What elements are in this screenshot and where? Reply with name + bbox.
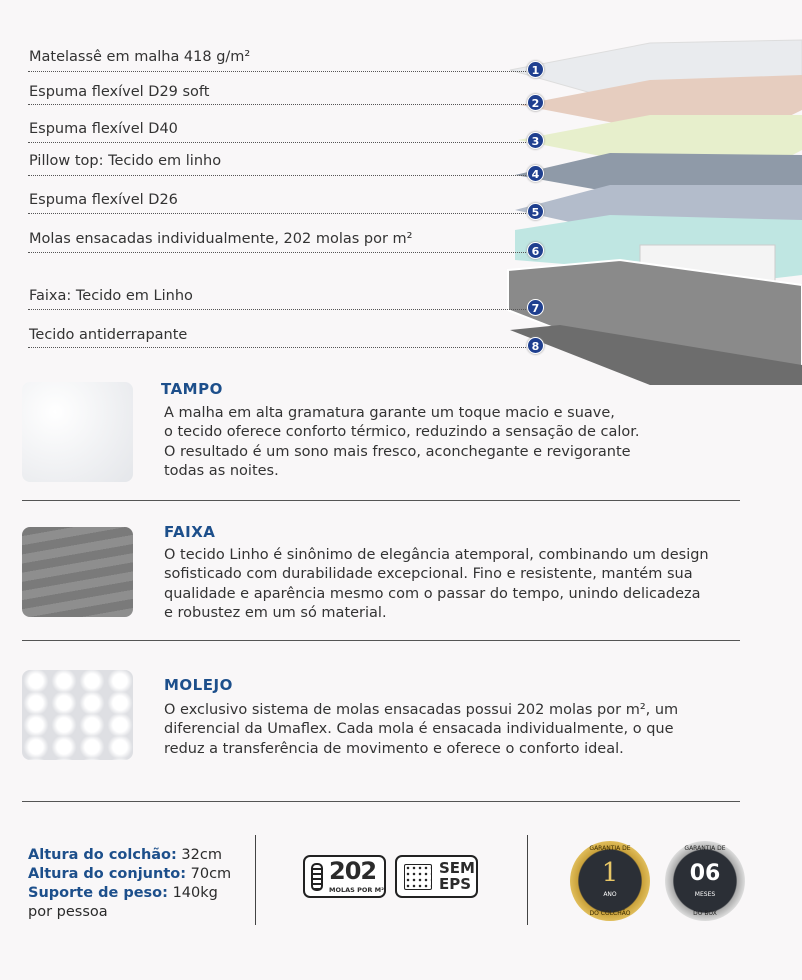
layer-number-badge: 2 xyxy=(527,94,544,111)
leader-line xyxy=(28,175,528,176)
layer-label: Matelassê em malha 418 g/m² xyxy=(29,49,251,65)
leader-line xyxy=(28,104,528,105)
layer-label: Pillow top: Tecido em linho xyxy=(29,153,222,169)
divider xyxy=(22,640,740,641)
leader-line xyxy=(28,309,528,310)
text-line: qualidade e aparência mesmo com o passar do tempo, unindo delicadeza xyxy=(164,585,701,602)
seal-value: 06 xyxy=(689,861,721,886)
mattress-layers-illustration xyxy=(500,35,802,385)
text-line: sofisticado com durabilidade excepcional. Fino e resistente, mantém sua xyxy=(164,566,693,583)
text-line: todas as noites. xyxy=(164,462,279,479)
tampo-fabric-image xyxy=(22,382,133,482)
layer-number-badge: 3 xyxy=(527,132,544,149)
leader-line xyxy=(28,213,528,214)
spec-value: 70cm xyxy=(190,866,232,882)
spec-label: Suporte de peso: xyxy=(28,885,168,901)
layer-label: Faixa: Tecido em Linho xyxy=(29,288,193,304)
section-title: MOLEJO xyxy=(164,676,233,694)
text-line: o tecido oferece conforto térmico, reduzindo a sensação de calor. xyxy=(164,424,640,441)
leader-line xyxy=(28,252,528,253)
layer-label: Molas ensacadas individualmente, 202 molas por m² xyxy=(29,231,413,247)
text-line: reduz a transferência de movimento e oferece o conforto ideal. xyxy=(164,740,624,757)
layer-number-badge: 6 xyxy=(527,242,544,259)
text-line: diferencial da Umaflex. Cada mola é ensacada individualmente, o que xyxy=(164,721,674,738)
section-description xyxy=(164,546,709,623)
text-line: e robustez em um só material. xyxy=(164,604,387,621)
spec-weight-support xyxy=(28,884,218,903)
eps-line2: EPS xyxy=(439,875,472,893)
spec-value: 140kg xyxy=(172,885,218,901)
spec-set-height xyxy=(28,865,231,884)
spec-label: Altura do colchão: xyxy=(28,847,177,863)
seal-unit: MESES xyxy=(694,891,716,898)
spec-mattress-height xyxy=(28,846,222,865)
spec-label: Altura do conjunto: xyxy=(28,866,187,882)
layer-label: Espuma flexível D29 soft xyxy=(29,84,210,100)
layer-number-badge: 5 xyxy=(527,203,544,220)
layer-label: Espuma flexível D26 xyxy=(29,192,178,208)
seal-bottom-text: DO COLCHÃO xyxy=(589,910,631,917)
molejo-springs-image xyxy=(22,670,133,760)
layer-number-badge: 1 xyxy=(527,61,544,78)
spring-icon xyxy=(311,863,323,891)
text-line: O tecido Linho é sinônimo de elegância atemporal, combinando um design xyxy=(164,547,709,563)
vertical-divider xyxy=(527,835,528,925)
text-line: O resultado é um sono mais fresco, aconchegante e revigorante xyxy=(164,443,631,460)
section-description xyxy=(164,701,678,759)
vertical-divider xyxy=(255,835,256,925)
section-description xyxy=(164,404,640,481)
divider xyxy=(22,801,740,802)
no-eps-badge xyxy=(395,855,478,898)
layer-number-badge: 7 xyxy=(527,299,544,316)
mattress-warranty-seal xyxy=(570,841,650,921)
spec-value: 32cm xyxy=(181,847,222,863)
eps-line1: SEM xyxy=(439,859,475,877)
leader-line xyxy=(28,347,528,348)
spec-per-person: por pessoa xyxy=(28,904,108,920)
seal-unit: ANO xyxy=(603,891,617,898)
seal-top-text: GARANTIA DE xyxy=(684,845,726,852)
divider xyxy=(22,500,740,501)
faixa-fabric-image xyxy=(22,527,133,617)
springs-number: 202 xyxy=(329,857,377,885)
seal-top-text: GARANTIA DE xyxy=(589,845,631,852)
springs-caption: MOLAS POR M² xyxy=(329,886,384,894)
foam-block-icon xyxy=(404,864,432,890)
layer-label: Espuma flexível D40 xyxy=(29,121,178,137)
seal-value: 1 xyxy=(601,858,619,888)
text-line: A malha em alta gramatura garante um toque macio e suave, xyxy=(164,405,615,421)
layer-label: Tecido antiderrapante xyxy=(29,327,188,343)
seal-bottom-text: DO BOX xyxy=(693,910,717,917)
text-line: O exclusivo sistema de molas ensacadas possui 202 molas por m², um xyxy=(164,702,679,718)
leader-line xyxy=(28,71,528,72)
section-title: TAMPO xyxy=(161,380,223,398)
springs-count-badge xyxy=(303,855,386,898)
layer-number-badge: 8 xyxy=(527,337,544,354)
section-title: FAIXA xyxy=(164,523,216,541)
leader-line xyxy=(28,142,528,143)
box-warranty-seal xyxy=(665,841,745,921)
layer-number-badge: 4 xyxy=(527,165,544,182)
